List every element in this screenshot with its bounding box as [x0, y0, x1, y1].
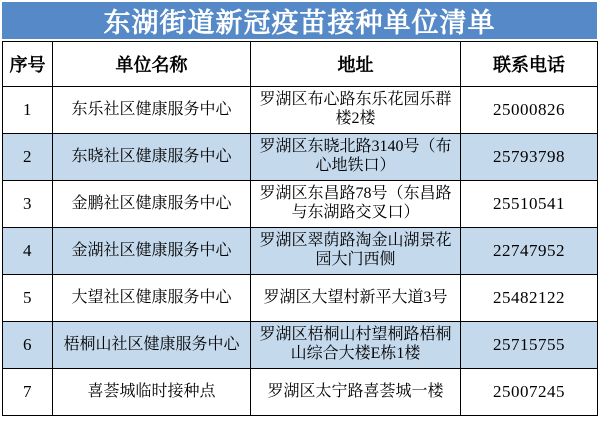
cell-phone: 25482122	[461, 275, 598, 322]
table-header-row	[3, 42, 598, 87]
cell-no: 1	[3, 87, 53, 134]
cell-name: 东乐社区健康服务中心	[53, 87, 251, 134]
cell-phone: 25007245	[461, 369, 598, 416]
page-title: 东湖街道新冠疫苗接种单位清单	[2, 2, 597, 39]
cell-phone: 25793798	[461, 134, 598, 181]
cell-name: 金鹏社区健康服务中心	[53, 181, 251, 228]
cell-no: 7	[3, 369, 53, 416]
vaccination-units-table	[2, 41, 598, 416]
cell-name: 大望社区健康服务中心	[53, 275, 251, 322]
cell-no: 3	[3, 181, 53, 228]
cell-address: 罗湖区东昌路78号（东昌路与东湖路交叉口）	[251, 181, 461, 228]
cell-name: 东晓社区健康服务中心	[53, 134, 251, 181]
cell-no: 4	[3, 228, 53, 275]
cell-address: 罗湖区东晓北路3140号（布心地铁口）	[251, 134, 461, 181]
cell-address: 罗湖区布心路东乐花园乐群楼2楼	[251, 87, 461, 134]
cell-no: 2	[3, 134, 53, 181]
table-row	[3, 87, 598, 134]
cell-name: 喜荟城临时接种点	[53, 369, 251, 416]
header-cell-name: 单位名称	[53, 42, 251, 87]
header-cell-phone: 联系电话	[461, 42, 598, 87]
cell-no: 6	[3, 322, 53, 369]
cell-address: 罗湖区翠荫路淘金山湖景花园大门西侧	[251, 228, 461, 275]
cell-no: 5	[3, 275, 53, 322]
table-row	[3, 322, 598, 369]
cell-address: 罗湖区太宁路喜荟城一楼	[251, 369, 461, 416]
cell-phone: 25000826	[461, 87, 598, 134]
table-row	[3, 181, 598, 228]
cell-phone: 25510541	[461, 181, 598, 228]
header-cell-no: 序号	[3, 42, 53, 87]
table-row	[3, 275, 598, 322]
table-row	[3, 134, 598, 181]
cell-name: 梧桐山社区健康服务中心	[53, 322, 251, 369]
cell-address: 罗湖区梧桐山村望桐路梧桐山综合大楼E栋1楼	[251, 322, 461, 369]
cell-name: 金湖社区健康服务中心	[53, 228, 251, 275]
cell-address: 罗湖区大望村新平大道3号	[251, 275, 461, 322]
cell-phone: 25715755	[461, 322, 598, 369]
header-cell-address: 地址	[251, 42, 461, 87]
table-row	[3, 369, 598, 416]
cell-phone: 22747952	[461, 228, 598, 275]
table-row	[3, 228, 598, 275]
